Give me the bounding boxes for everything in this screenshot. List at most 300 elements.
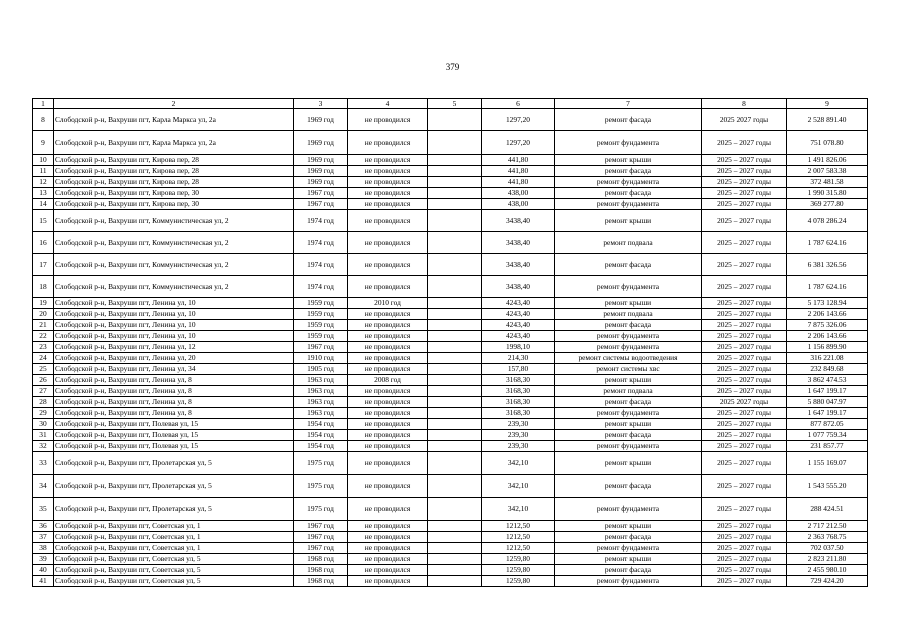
last-repair-cell: не проводился xyxy=(348,353,428,364)
table-row xyxy=(33,298,868,309)
last-repair-cell: не проводился xyxy=(348,131,428,155)
table-row xyxy=(33,320,868,331)
address-cell: Слободской р-н, Вахруши пгт, Советская ул, 5 xyxy=(54,565,294,576)
work-type-cell: ремонт фундамента xyxy=(555,199,702,210)
row-number-cell: 26 xyxy=(33,375,54,386)
area-cell: 4243,40 xyxy=(482,309,555,320)
last-repair-cell: не проводился xyxy=(348,498,428,521)
last-repair-cell: не проводился xyxy=(348,386,428,397)
row-number-cell: 35 xyxy=(33,498,54,521)
cost-cell: 7 875 326.06 xyxy=(787,320,868,331)
area-cell: 1212,50 xyxy=(482,543,555,554)
area-cell: 342,10 xyxy=(482,475,555,498)
table-row xyxy=(33,419,868,430)
address-cell: Слободской р-н, Вахруши пгт, Коммунистическая ул, 2 xyxy=(54,276,294,298)
cost-cell: 729 424.20 xyxy=(787,576,868,587)
area-cell: 438,00 xyxy=(482,188,555,199)
period-cell: 2025 – 2027 годы xyxy=(702,554,787,565)
empty-column-cell xyxy=(428,554,482,565)
build-year-cell: 1959 год xyxy=(294,298,348,309)
table-row xyxy=(33,532,868,543)
address-cell: Слободской р-н, Вахруши пгт, Кирова пер, 30 xyxy=(54,188,294,199)
cost-cell: 1 787 624.16 xyxy=(787,276,868,298)
work-type-cell: ремонт подвала xyxy=(555,232,702,254)
row-number-cell: 19 xyxy=(33,298,54,309)
build-year-cell: 1974 год xyxy=(294,276,348,298)
row-number-cell: 15 xyxy=(33,210,54,232)
row-number-cell: 33 xyxy=(33,452,54,475)
period-cell: 2025 – 2027 годы xyxy=(702,375,787,386)
area-cell: 1297,20 xyxy=(482,131,555,155)
work-type-cell: ремонт системы хвс xyxy=(555,364,702,375)
row-number-cell: 39 xyxy=(33,554,54,565)
column-number: 9 xyxy=(787,99,868,109)
period-cell: 2025 – 2027 годы xyxy=(702,498,787,521)
empty-column-cell xyxy=(428,408,482,419)
area-cell: 438,00 xyxy=(482,199,555,210)
cost-cell: 232 849.68 xyxy=(787,364,868,375)
table-row xyxy=(33,232,868,254)
table-row xyxy=(33,543,868,554)
cost-cell: 5 173 128.94 xyxy=(787,298,868,309)
address-cell: Слободской р-н, Вахруши пгт, Карла Маркса ул, 2а xyxy=(54,109,294,131)
period-cell: 2025 – 2027 годы xyxy=(702,565,787,576)
work-type-cell: ремонт крыши xyxy=(555,298,702,309)
row-number-cell: 40 xyxy=(33,565,54,576)
period-cell: 2025 – 2027 годы xyxy=(702,131,787,155)
build-year-cell: 1975 год xyxy=(294,452,348,475)
cost-cell: 1 491 826.06 xyxy=(787,155,868,166)
column-number: 5 xyxy=(428,99,482,109)
last-repair-cell: не проводился xyxy=(348,254,428,276)
table-row xyxy=(33,131,868,155)
work-type-cell: ремонт фасада xyxy=(555,254,702,276)
empty-column-cell xyxy=(428,155,482,166)
address-cell: Слободской р-н, Вахруши пгт, Ленина ул, 20 xyxy=(54,353,294,364)
empty-column-cell xyxy=(428,298,482,309)
work-type-cell: ремонт фундамента xyxy=(555,441,702,452)
cost-cell: 751 078.80 xyxy=(787,131,868,155)
build-year-cell: 1968 год xyxy=(294,576,348,587)
last-repair-cell: не проводился xyxy=(348,419,428,430)
build-year-cell: 1910 год xyxy=(294,353,348,364)
period-cell: 2025 – 2027 годы xyxy=(702,386,787,397)
area-cell: 1212,50 xyxy=(482,521,555,532)
cost-cell: 1 155 169.07 xyxy=(787,452,868,475)
period-cell: 2025 – 2027 годы xyxy=(702,232,787,254)
row-number-cell: 28 xyxy=(33,397,54,408)
cost-cell: 372 481.58 xyxy=(787,177,868,188)
last-repair-cell: 2008 год xyxy=(348,375,428,386)
build-year-cell: 1954 год xyxy=(294,430,348,441)
empty-column-cell xyxy=(428,441,482,452)
address-cell: Слободской р-н, Вахруши пгт, Полевая ул, 15 xyxy=(54,430,294,441)
table-row xyxy=(33,565,868,576)
period-cell: 2025 – 2027 годы xyxy=(702,331,787,342)
work-type-cell: ремонт крыши xyxy=(555,375,702,386)
period-cell: 2025 – 2027 годы xyxy=(702,309,787,320)
period-cell: 2025 – 2027 годы xyxy=(702,521,787,532)
table-row xyxy=(33,576,868,587)
cost-cell: 2 363 768.75 xyxy=(787,532,868,543)
cost-cell: 2 007 583.38 xyxy=(787,166,868,177)
empty-column-cell xyxy=(428,397,482,408)
address-cell: Слободской р-н, Вахруши пгт, Советская ул, 1 xyxy=(54,532,294,543)
address-cell: Слободской р-н, Вахруши пгт, Карла Маркса ул, 2а xyxy=(54,131,294,155)
address-cell: Слободской р-н, Вахруши пгт, Коммунистическая ул, 2 xyxy=(54,254,294,276)
empty-column-cell xyxy=(428,386,482,397)
cost-cell: 1 647 199.17 xyxy=(787,386,868,397)
build-year-cell: 1954 год xyxy=(294,441,348,452)
address-cell: Слободской р-н, Вахруши пгт, Пролетарская ул, 5 xyxy=(54,475,294,498)
work-type-cell: ремонт фасада xyxy=(555,532,702,543)
area-cell: 3168,30 xyxy=(482,386,555,397)
empty-column-cell xyxy=(428,276,482,298)
work-type-cell: ремонт фундамента xyxy=(555,331,702,342)
cost-cell: 2 823 211.80 xyxy=(787,554,868,565)
last-repair-cell: не проводился xyxy=(348,177,428,188)
empty-column-cell xyxy=(428,452,482,475)
area-cell: 214,30 xyxy=(482,353,555,364)
address-cell: Слободской р-н, Вахруши пгт, Ленина ул, 8 xyxy=(54,408,294,419)
row-number-cell: 12 xyxy=(33,177,54,188)
period-cell: 2025 – 2027 годы xyxy=(702,210,787,232)
address-cell: Слободской р-н, Вахруши пгт, Ленина ул, 8 xyxy=(54,386,294,397)
build-year-cell: 1974 год xyxy=(294,210,348,232)
build-year-cell: 1959 год xyxy=(294,309,348,320)
build-year-cell: 1968 год xyxy=(294,554,348,565)
table-row xyxy=(33,276,868,298)
last-repair-cell: не проводился xyxy=(348,199,428,210)
empty-column-cell xyxy=(428,199,482,210)
cost-cell: 288 424.51 xyxy=(787,498,868,521)
last-repair-cell: не проводился xyxy=(348,331,428,342)
cost-cell: 1 156 899.90 xyxy=(787,342,868,353)
cost-cell: 2 717 212.50 xyxy=(787,521,868,532)
area-cell: 3168,30 xyxy=(482,397,555,408)
period-cell: 2025 2027 годы xyxy=(702,397,787,408)
last-repair-cell: не проводился xyxy=(348,532,428,543)
last-repair-cell: не проводился xyxy=(348,475,428,498)
cost-cell: 1 787 624.16 xyxy=(787,232,868,254)
row-number-cell: 41 xyxy=(33,576,54,587)
table-row xyxy=(33,188,868,199)
empty-column-cell xyxy=(428,475,482,498)
period-cell: 2025 – 2027 годы xyxy=(702,155,787,166)
last-repair-cell: не проводился xyxy=(348,320,428,331)
area-cell: 3168,30 xyxy=(482,375,555,386)
row-number-cell: 22 xyxy=(33,331,54,342)
cost-cell: 4 078 286.24 xyxy=(787,210,868,232)
work-type-cell: ремонт фасада xyxy=(555,320,702,331)
last-repair-cell: не проводился xyxy=(348,576,428,587)
address-cell: Слободской р-н, Вахруши пгт, Ленина ул, 10 xyxy=(54,298,294,309)
period-cell: 2025 – 2027 годы xyxy=(702,166,787,177)
table-row xyxy=(33,498,868,521)
period-cell: 2025 – 2027 годы xyxy=(702,298,787,309)
table-row xyxy=(33,554,868,565)
table-row xyxy=(33,386,868,397)
empty-column-cell xyxy=(428,430,482,441)
row-number-cell: 29 xyxy=(33,408,54,419)
build-year-cell: 1975 год xyxy=(294,475,348,498)
column-number: 7 xyxy=(555,99,702,109)
area-cell: 3438,40 xyxy=(482,254,555,276)
period-cell: 2025 – 2027 годы xyxy=(702,254,787,276)
row-number-cell: 36 xyxy=(33,521,54,532)
address-cell: Слободской р-н, Вахруши пгт, Коммунистическая ул, 2 xyxy=(54,232,294,254)
row-number-cell: 11 xyxy=(33,166,54,177)
last-repair-cell: не проводился xyxy=(348,109,428,131)
period-cell: 2025 – 2027 годы xyxy=(702,364,787,375)
build-year-cell: 1963 год xyxy=(294,397,348,408)
empty-column-cell xyxy=(428,342,482,353)
period-cell: 2025 – 2027 годы xyxy=(702,532,787,543)
cost-cell: 5 880 047.97 xyxy=(787,397,868,408)
cost-cell: 231 857.77 xyxy=(787,441,868,452)
last-repair-cell: не проводился xyxy=(348,166,428,177)
last-repair-cell: не проводился xyxy=(348,342,428,353)
work-type-cell: ремонт фасада xyxy=(555,188,702,199)
area-cell: 239,30 xyxy=(482,441,555,452)
address-cell: Слободской р-н, Вахруши пгт, Коммунистическая ул, 2 xyxy=(54,210,294,232)
build-year-cell: 1967 год xyxy=(294,543,348,554)
row-number-cell: 31 xyxy=(33,430,54,441)
column-number: 4 xyxy=(348,99,428,109)
area-cell: 1297,20 xyxy=(482,109,555,131)
last-repair-cell: не проводился xyxy=(348,309,428,320)
address-cell: Слободской р-н, Вахруши пгт, Советская ул, 5 xyxy=(54,576,294,587)
work-type-cell: ремонт фасада xyxy=(555,475,702,498)
build-year-cell: 1969 год xyxy=(294,177,348,188)
empty-column-cell xyxy=(428,576,482,587)
cost-cell: 1 990 315.80 xyxy=(787,188,868,199)
build-year-cell: 1969 год xyxy=(294,166,348,177)
empty-column-cell xyxy=(428,210,482,232)
work-type-cell: ремонт фасада xyxy=(555,430,702,441)
address-cell: Слободской р-н, Вахруши пгт, Кирова пер, 30 xyxy=(54,199,294,210)
cost-cell: 3 862 474.53 xyxy=(787,375,868,386)
last-repair-cell: не проводился xyxy=(348,232,428,254)
address-cell: Слободской р-н, Вахруши пгт, Ленина ул, 10 xyxy=(54,309,294,320)
table-row xyxy=(33,254,868,276)
table-row xyxy=(33,199,868,210)
work-type-cell: ремонт крыши xyxy=(555,554,702,565)
period-cell: 2025 – 2027 годы xyxy=(702,543,787,554)
period-cell: 2025 – 2027 годы xyxy=(702,199,787,210)
last-repair-cell: не проводился xyxy=(348,452,428,475)
table-row xyxy=(33,109,868,131)
empty-column-cell xyxy=(428,320,482,331)
empty-column-cell xyxy=(428,177,482,188)
period-cell: 2025 2027 годы xyxy=(702,109,787,131)
table-row xyxy=(33,521,868,532)
build-year-cell: 1969 год xyxy=(294,131,348,155)
area-cell: 4243,40 xyxy=(482,320,555,331)
empty-column-cell xyxy=(428,353,482,364)
column-number-row xyxy=(33,99,868,109)
build-year-cell: 1963 год xyxy=(294,375,348,386)
cost-cell: 6 381 326.56 xyxy=(787,254,868,276)
cost-cell: 369 277.80 xyxy=(787,199,868,210)
address-cell: Слободской р-н, Вахруши пгт, Советская ул, 1 xyxy=(54,521,294,532)
build-year-cell: 1967 год xyxy=(294,342,348,353)
period-cell: 2025 – 2027 годы xyxy=(702,353,787,364)
address-cell: Слободской р-н, Вахруши пгт, Ленина ул, 12 xyxy=(54,342,294,353)
table-row xyxy=(33,397,868,408)
area-cell: 3438,40 xyxy=(482,210,555,232)
last-repair-cell: не проводился xyxy=(348,565,428,576)
row-number-cell: 9 xyxy=(33,131,54,155)
table-row xyxy=(33,155,868,166)
last-repair-cell: не проводился xyxy=(348,430,428,441)
row-number-cell: 24 xyxy=(33,353,54,364)
area-cell: 342,10 xyxy=(482,498,555,521)
address-cell: Слободской р-н, Вахруши пгт, Пролетарская ул, 5 xyxy=(54,452,294,475)
table-row xyxy=(33,441,868,452)
work-type-cell: ремонт фундамента xyxy=(555,177,702,188)
last-repair-cell: не проводился xyxy=(348,521,428,532)
address-cell: Слободской р-н, Вахруши пгт, Полевая ул, 15 xyxy=(54,419,294,430)
last-repair-cell: не проводился xyxy=(348,408,428,419)
cost-cell: 1 077 759.34 xyxy=(787,430,868,441)
build-year-cell: 1905 год xyxy=(294,364,348,375)
empty-column-cell xyxy=(428,521,482,532)
row-number-cell: 32 xyxy=(33,441,54,452)
period-cell: 2025 – 2027 годы xyxy=(702,475,787,498)
work-type-cell: ремонт фундамента xyxy=(555,131,702,155)
work-type-cell: ремонт крыши xyxy=(555,452,702,475)
last-repair-cell: не проводился xyxy=(348,364,428,375)
last-repair-cell: не проводился xyxy=(348,155,428,166)
repair-schedule-table xyxy=(32,98,868,587)
cost-cell: 2 528 891.40 xyxy=(787,109,868,131)
work-type-cell: ремонт подвала xyxy=(555,309,702,320)
table-row xyxy=(33,364,868,375)
empty-column-cell xyxy=(428,532,482,543)
empty-column-cell xyxy=(428,375,482,386)
period-cell: 2025 – 2027 годы xyxy=(702,320,787,331)
row-number-cell: 8 xyxy=(33,109,54,131)
last-repair-cell: не проводился xyxy=(348,397,428,408)
empty-column-cell xyxy=(428,131,482,155)
work-type-cell: ремонт крыши xyxy=(555,521,702,532)
work-type-cell: ремонт фасада xyxy=(555,397,702,408)
area-cell: 3438,40 xyxy=(482,276,555,298)
build-year-cell: 1963 год xyxy=(294,408,348,419)
address-cell: Слободской р-н, Вахруши пгт, Ленина ул, 8 xyxy=(54,375,294,386)
table-row xyxy=(33,408,868,419)
empty-column-cell xyxy=(428,166,482,177)
row-number-cell: 13 xyxy=(33,188,54,199)
build-year-cell: 1969 год xyxy=(294,109,348,131)
cost-cell: 316 221.08 xyxy=(787,353,868,364)
build-year-cell: 1974 год xyxy=(294,232,348,254)
row-number-cell: 34 xyxy=(33,475,54,498)
empty-column-cell xyxy=(428,188,482,199)
column-number: 6 xyxy=(482,99,555,109)
table-row xyxy=(33,375,868,386)
work-type-cell: ремонт фундамента xyxy=(555,576,702,587)
address-cell: Слободской р-н, Вахруши пгт, Ленина ул, 10 xyxy=(54,320,294,331)
work-type-cell: ремонт системы водоотведения xyxy=(555,353,702,364)
empty-column-cell xyxy=(428,364,482,375)
cost-cell: 2 455 980.10 xyxy=(787,565,868,576)
area-cell: 342,10 xyxy=(482,452,555,475)
row-number-cell: 14 xyxy=(33,199,54,210)
row-number-cell: 37 xyxy=(33,532,54,543)
period-cell: 2025 – 2027 годы xyxy=(702,408,787,419)
build-year-cell: 1967 год xyxy=(294,521,348,532)
table-row xyxy=(33,331,868,342)
work-type-cell: ремонт фасада xyxy=(555,109,702,131)
area-cell: 1259,80 xyxy=(482,576,555,587)
last-repair-cell: 2010 год xyxy=(348,298,428,309)
empty-column-cell xyxy=(428,498,482,521)
row-number-cell: 10 xyxy=(33,155,54,166)
cost-cell: 1 543 555.20 xyxy=(787,475,868,498)
last-repair-cell: не проводился xyxy=(348,554,428,565)
empty-column-cell xyxy=(428,331,482,342)
cost-cell: 2 206 143.66 xyxy=(787,331,868,342)
period-cell: 2025 – 2027 годы xyxy=(702,452,787,475)
row-number-cell: 21 xyxy=(33,320,54,331)
work-type-cell: ремонт фундамента xyxy=(555,498,702,521)
last-repair-cell: не проводился xyxy=(348,276,428,298)
last-repair-cell: не проводился xyxy=(348,543,428,554)
address-cell: Слободской р-н, Вахруши пгт, Кирова пер, 28 xyxy=(54,155,294,166)
area-cell: 239,30 xyxy=(482,430,555,441)
work-type-cell: ремонт крыши xyxy=(555,210,702,232)
row-number-cell: 25 xyxy=(33,364,54,375)
build-year-cell: 1967 год xyxy=(294,532,348,543)
period-cell: 2025 – 2027 годы xyxy=(702,276,787,298)
area-cell: 4243,40 xyxy=(482,298,555,309)
period-cell: 2025 – 2027 годы xyxy=(702,188,787,199)
work-type-cell: ремонт фасада xyxy=(555,565,702,576)
column-number: 1 xyxy=(33,99,54,109)
address-cell: Слободской р-н, Вахруши пгт, Ленина ул, 8 xyxy=(54,397,294,408)
address-cell: Слободской р-н, Вахруши пгт, Кирова пер, 28 xyxy=(54,177,294,188)
row-number-cell: 38 xyxy=(33,543,54,554)
row-number-cell: 30 xyxy=(33,419,54,430)
work-type-cell: ремонт крыши xyxy=(555,419,702,430)
build-year-cell: 1963 год xyxy=(294,386,348,397)
work-type-cell: ремонт фундамента xyxy=(555,408,702,419)
table-row xyxy=(33,430,868,441)
row-number-cell: 23 xyxy=(33,342,54,353)
empty-column-cell xyxy=(428,565,482,576)
address-cell: Слободской р-н, Вахруши пгт, Пролетарская ул, 5 xyxy=(54,498,294,521)
table-row xyxy=(33,166,868,177)
empty-column-cell xyxy=(428,109,482,131)
last-repair-cell: не проводился xyxy=(348,210,428,232)
area-cell: 1212,50 xyxy=(482,532,555,543)
row-number-cell: 18 xyxy=(33,276,54,298)
area-cell: 1998,10 xyxy=(482,342,555,353)
area-cell: 239,30 xyxy=(482,419,555,430)
cost-cell: 1 647 199.17 xyxy=(787,408,868,419)
build-year-cell: 1959 год xyxy=(294,320,348,331)
build-year-cell: 1968 год xyxy=(294,565,348,576)
table-row xyxy=(33,210,868,232)
area-cell: 441,80 xyxy=(482,177,555,188)
build-year-cell: 1967 год xyxy=(294,199,348,210)
period-cell: 2025 – 2027 годы xyxy=(702,430,787,441)
address-cell: Слободской р-н, Вахруши пгт, Кирова пер, 28 xyxy=(54,166,294,177)
work-type-cell: ремонт фундамента xyxy=(555,342,702,353)
work-type-cell: ремонт фундамента xyxy=(555,543,702,554)
